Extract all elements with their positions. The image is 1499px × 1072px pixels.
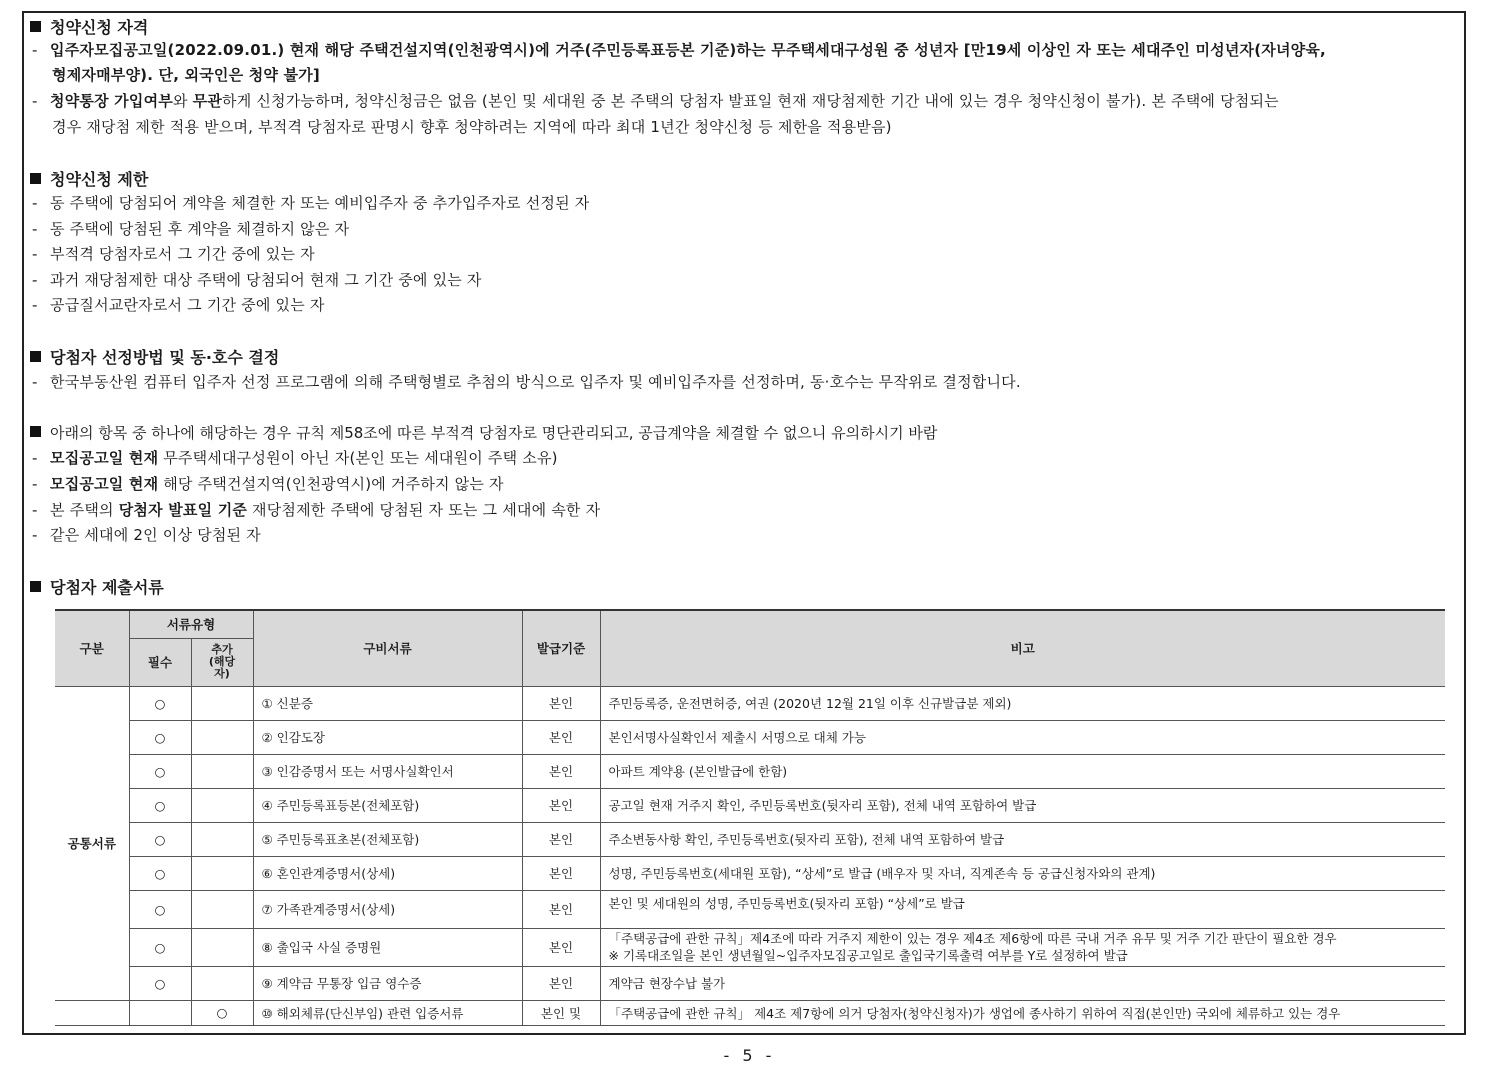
remarks-cell: 「주택공급에 관한 규칙」 제4조 제7항에 의거 당첨자(청약신청자)가 생업에 종사하기 위하여 직접(본인만) 국외에 체류하고 있는 경우	[600, 1000, 1445, 1025]
eligibility-line-1-cont: 형제자매부양). 단, 외국인은 청약 불가]	[52, 66, 320, 84]
section-selection-title: 당첨자 선정방법 및 동·호수 결정	[30, 345, 279, 368]
eligibility-line-1: - 입주자모집공고일(2022.09.01.) 현재 해당 주택건설지역(인천광역시)에 거주(주민등록표등본 기준)하는 무주택세대구성원 중 성년자 [만19세 이상인 자 또는 세대주인 미성년자(자녀양육,	[32, 41, 1326, 59]
table-row	[55, 686, 1445, 720]
restriction-item: - 동 주택에 당첨되어 계약을 체결한 자 또는 예비입주자 중 추가입주자로 선정된 자	[32, 194, 590, 212]
required-mark: ○	[129, 966, 191, 1000]
ineligible-item: - 모집공고일 현재 무주택세대구성원이 아닌 자(본인 또는 세대원이 주택 소유)	[32, 449, 558, 467]
square-bullet-icon	[30, 173, 41, 184]
additional-cell	[191, 686, 253, 720]
header-remarks: 비고	[600, 610, 1445, 686]
group-cell-empty	[55, 1000, 129, 1025]
required-mark: ○	[129, 928, 191, 966]
issue-basis: 본인	[522, 856, 600, 890]
issue-basis: 본인	[522, 966, 600, 1000]
additional-cell	[191, 720, 253, 754]
ineligible-item: - 본 주택의 당첨자 발표일 기준 재당첨제한 주택에 당첨된 자 또는 그 세대에 속한 자	[32, 501, 601, 519]
ineligible-item: - 모집공고일 현재 해당 주택건설지역(인천광역시)에 거주하지 않는 자	[32, 475, 504, 493]
ineligible-item: - 같은 세대에 2인 이상 당첨된 자	[32, 526, 261, 544]
document-name: ⑨ 계약금 무통장 입금 영수증	[253, 966, 522, 1000]
eligibility-line-2: - 청약통장 가입여부와 무관하게 신청가능하며, 청약신청금은 없음 (본인 및 세대원 중 본 주택의 당첨자 발표일 현재 재당첨제한 기간 내에 있는 경우 청약신청이 불가). 본 주택에 당첨되는	[32, 92, 1279, 110]
remarks-cell: 주소변동사항 확인, 주민등록번호(뒷자리 포함), 전체 내역 포함하여 발급	[600, 822, 1445, 856]
table-row	[55, 928, 1445, 966]
header-documents: 구비서류	[253, 610, 522, 686]
remarks-cell: 아파트 계약용 (본인발급에 한함)	[600, 754, 1445, 788]
issue-basis: 본인	[522, 720, 600, 754]
required-mark: ○	[129, 822, 191, 856]
document-name: ⑤ 주민등록표초본(전체포함)	[253, 822, 522, 856]
remarks-cell: 계약금 현장수납 불가	[600, 966, 1445, 1000]
required-mark: ○	[129, 788, 191, 822]
eligibility-line-2-cont: 경우 재당첨 제한 적용 받으며, 부적격 당첨자로 판명시 향후 청약하려는 지역에 따라 최대 1년간 청약신청 등 제한을 적용받음)	[52, 118, 892, 136]
page-number: - 5 -	[723, 1046, 776, 1065]
remarks-cell: 성명, 주민등록번호(세대원 포함), “상세”로 발급 (배우자 및 자녀, 직계존속 등 공급신청자와의 관계)	[600, 856, 1445, 890]
required-mark: ○	[129, 890, 191, 928]
document-name: ⑩ 해외체류(단신부임) 관련 입증서류	[253, 1000, 522, 1025]
additional-mark: ○	[191, 1000, 253, 1025]
table-row	[55, 890, 1445, 928]
document-frame	[22, 11, 1466, 1035]
table-row	[55, 856, 1445, 890]
table-row	[55, 788, 1445, 822]
required-mark: ○	[129, 754, 191, 788]
document-name: ④ 주민등록표등본(전체포함)	[253, 788, 522, 822]
header-additional: 추가 (해당자)	[191, 638, 253, 686]
remarks-line: 「주택공급에 관한 규칙」제4조에 따라 거주지 제한이 있는 경우 제4조 제6항에 따른 국내 거주 유무 및 거주 기간 판단이 필요한 경우	[608, 931, 1337, 946]
issue-basis: 본인	[522, 822, 600, 856]
required-mark: ○	[129, 856, 191, 890]
documents-table	[55, 609, 1445, 1026]
header-doc-type: 서류유형	[129, 610, 253, 638]
restriction-item: - 과거 재당첨제한 대상 주택에 당첨되어 현재 그 기간 중에 있는 자	[32, 271, 482, 289]
square-bullet-icon	[30, 581, 41, 592]
additional-cell	[191, 890, 253, 928]
issue-basis: 본인	[522, 890, 600, 928]
remarks-cell: 본인 및 세대원의 성명, 주민등록번호(뒷자리 포함) “상세”로 발급	[600, 890, 1445, 928]
document-name: ② 인감도장	[253, 720, 522, 754]
restriction-item: - 공급질서교란자로서 그 기간 중에 있는 자	[32, 296, 325, 314]
issue-basis: 본인 및	[522, 1000, 600, 1025]
square-bullet-icon	[30, 426, 41, 437]
table-row	[55, 754, 1445, 788]
additional-cell	[191, 788, 253, 822]
issue-basis: 본인	[522, 754, 600, 788]
additional-cell	[191, 856, 253, 890]
section-ineligible-title: 아래의 항목 중 하나에 해당하는 경우 규칙 제58조에 따른 부적격 당첨자로 명단관리되고, 공급계약을 체결할 수 없으니 유의하시기 바람	[30, 422, 937, 443]
header-category: 구분	[55, 610, 129, 686]
issue-basis: 본인	[522, 788, 600, 822]
square-bullet-icon	[30, 21, 41, 32]
remarks-cell: 공고일 현재 거주지 확인, 주민등록번호(뒷자리 포함), 전체 내역 포함하여 발급	[600, 788, 1445, 822]
document-name: ③ 인감증명서 또는 서명사실확인서	[253, 754, 522, 788]
remarks-line: ※ 기록대조일을 본인 생년월일~입주자모집공고일로 출입국기록출력 여부를 Y로 설정하여 발급	[608, 948, 1128, 963]
additional-cell	[191, 966, 253, 1000]
remarks-cell	[600, 928, 1445, 966]
table-row	[55, 966, 1445, 1000]
document-name: ① 신분증	[253, 686, 522, 720]
table-row	[55, 720, 1445, 754]
remarks-cell: 본인서명사실확인서 제출시 서명으로 대체 가능	[600, 720, 1445, 754]
section-documents-title: 당첨자 제출서류	[30, 575, 164, 598]
required-mark: ○	[129, 720, 191, 754]
header-issue-basis: 발급기준	[522, 610, 600, 686]
issue-basis: 본인	[522, 686, 600, 720]
required-mark: ○	[129, 686, 191, 720]
additional-cell	[191, 822, 253, 856]
restriction-item: - 부적격 당첨자로서 그 기간 중에 있는 자	[32, 245, 315, 263]
remarks-cell: 주민등록증, 운전면허증, 여권 (2020년 12월 21일 이후 신규발급분 제외)	[600, 686, 1445, 720]
section-restriction-title: 청약신청 제한	[30, 167, 148, 190]
document-name: ⑧ 출입국 사실 증명원	[253, 928, 522, 966]
document-name: ⑦ 가족관계증명서(상세)	[253, 890, 522, 928]
document-name: ⑥ 혼인관계증명서(상세)	[253, 856, 522, 890]
header-required: 필수	[129, 638, 191, 686]
group-label: 공통서류	[55, 686, 129, 1000]
required-cell	[129, 1000, 191, 1025]
selection-item: - 한국부동산원 컴퓨터 입주자 선정 프로그램에 의해 주택형별로 추첨의 방식으로 입주자 및 예비입주자를 선정하며, 동·호수는 무작위로 결정합니다.	[32, 373, 1021, 391]
table-row	[55, 1000, 1445, 1025]
restriction-item: - 동 주택에 당첨된 후 계약을 체결하지 않은 자	[32, 220, 350, 238]
section-eligibility-title: 청약신청 자격	[30, 15, 148, 38]
additional-cell	[191, 754, 253, 788]
issue-basis: 본인	[522, 928, 600, 966]
table-row	[55, 822, 1445, 856]
additional-cell	[191, 928, 253, 966]
square-bullet-icon	[30, 351, 41, 362]
